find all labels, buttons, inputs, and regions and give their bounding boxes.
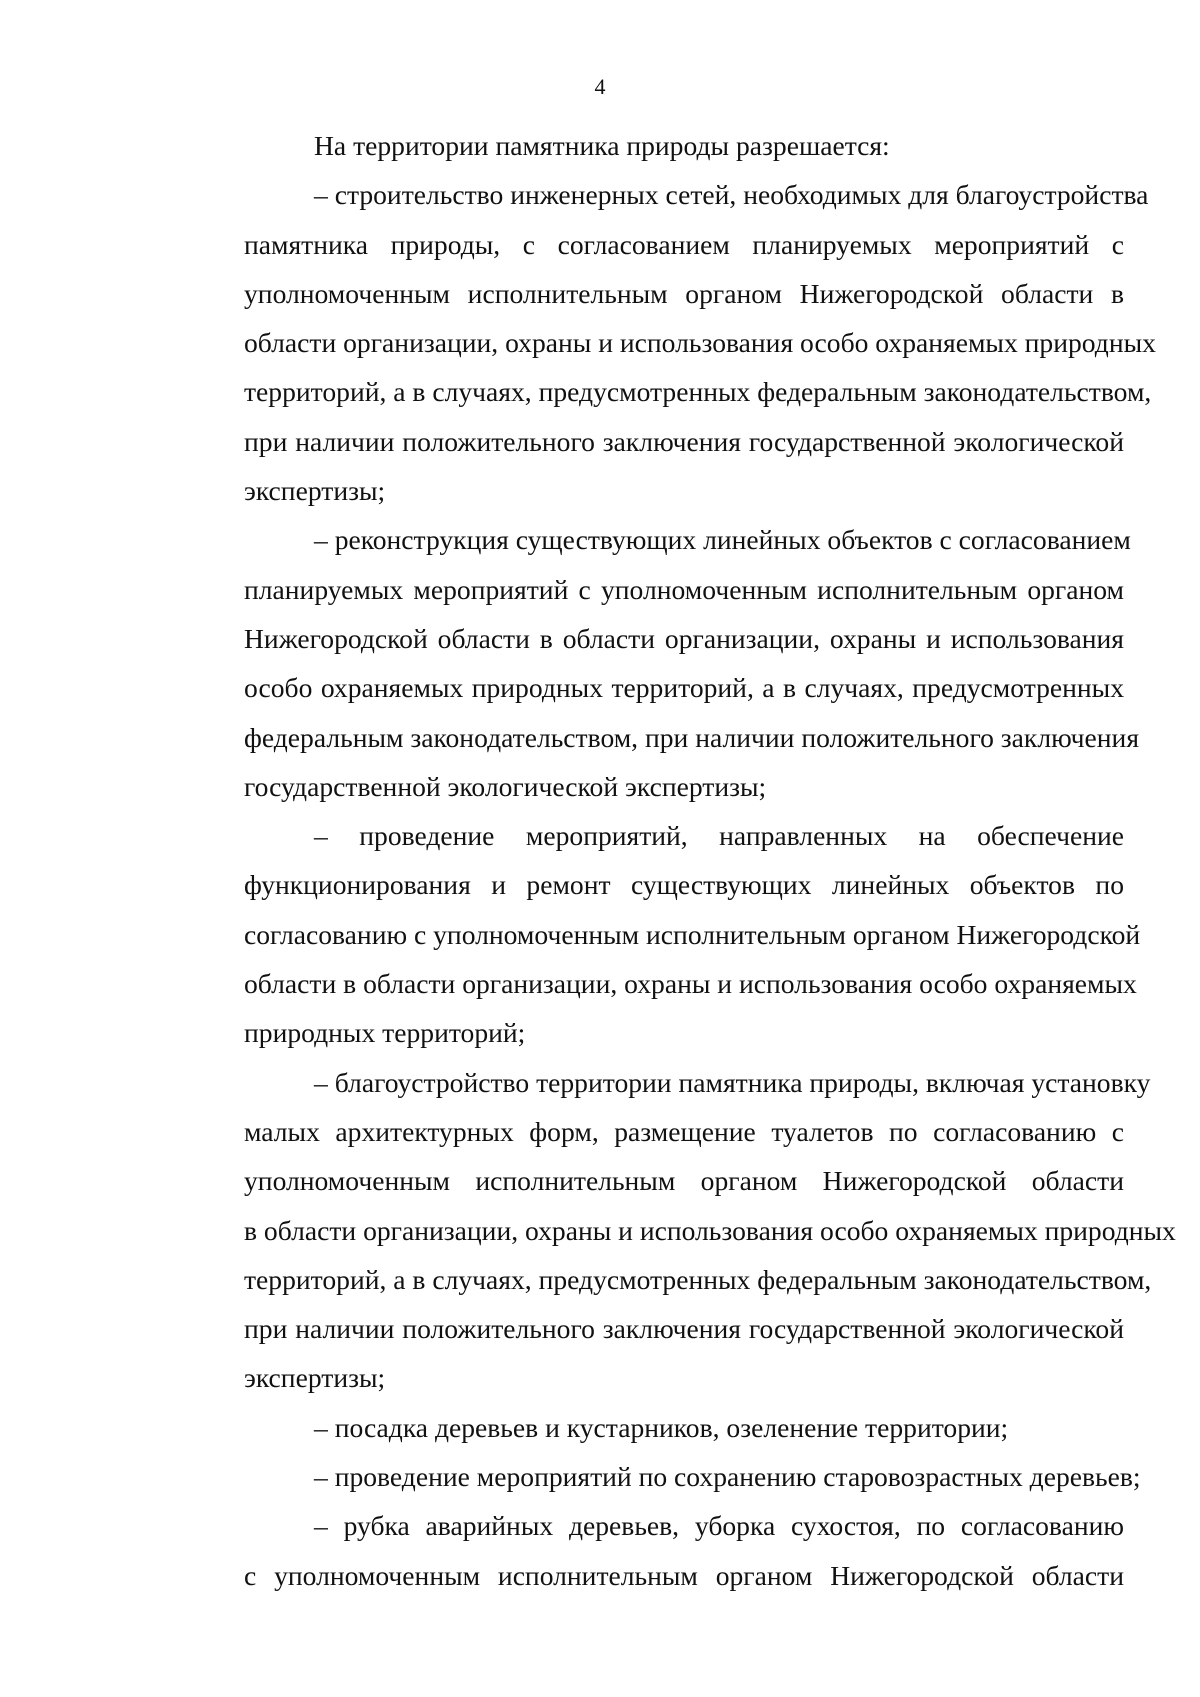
text-line: при наличии положительного заключения государственной экологической [244,1313,1124,1345]
text-line: малых архитектурных форм, размещение туалетов по согласованию с [244,1115,1124,1147]
text-line: федеральным законодательством, при наличии положительного заключения [244,721,1140,753]
text-line: особо охраняемых природных территорий, а в случаях, предусмотренных [244,672,1124,704]
text-line: экспертизы; [244,475,386,507]
page-number: 4 [594,74,606,99]
text-line: уполномоченным исполнительным органом Нижегородской области [244,1165,1124,1197]
paragraph-engineering-networks [174,170,1156,515]
text-line: природных территорий; [244,1017,526,1049]
text-line: – проведение мероприятий по сохранению старовозрастных деревьев; [314,1461,1141,1493]
text-line: – проведение мероприятий, направленных на обеспечение [314,820,1124,852]
text-line: согласованию с уполномоченным исполнительным органом Нижегородской [244,918,1141,950]
text-line: памятника природы, с согласованием планируемых мероприятий с [244,228,1124,260]
paragraph-old-trees [174,1452,1141,1501]
text-line: – благоустройство территории памятника природы, включая установку [314,1066,1151,1098]
text-line: при наличии положительного заключения государственной экологической [244,425,1124,457]
text-line: функционирования и ремонт существующих линейных объектов по [244,869,1124,901]
paragraph-felling [174,1501,1124,1600]
text-line: – посадка деревьев и кустарников, озеленение территории; [314,1411,1009,1443]
paragraph-maintenance [174,811,1141,1057]
text-line: области организации, охраны и использования особо охраняемых природных [244,327,1156,359]
text-line: территорий, а в случаях, предусмотренных федеральным законодательством, [244,376,1152,408]
text-line: экспертизы; [244,1362,386,1394]
paragraph-landscaping [174,1058,1176,1403]
text-line: уполномоченным исполнительным органом Нижегородской области в [244,277,1124,309]
text-line: Нижегородской области в области организации, охраны и использования [244,622,1124,654]
text-line: планируемых мероприятий с уполномоченным исполнительным органом [244,573,1124,605]
text-line: области в области организации, охраны и использования особо охраняемых [244,968,1137,1000]
text-line: – реконструкция существующих линейных объектов с согласованием [314,524,1131,556]
text-line: – рубка аварийных деревьев, уборка сухостоя, по согласованию [314,1510,1124,1542]
paragraph-planting [174,1403,1124,1452]
text-line: территорий, а в случаях, предусмотренных федеральным законодательством, [244,1263,1152,1295]
text-line: государственной экологической экспертизы; [244,770,767,802]
document-body [174,121,1176,1600]
paragraph-reconstruction [174,515,1140,811]
text-line: На территории памятника природы разрешается: [314,130,890,161]
paragraph-intro [174,121,1124,170]
text-line: в области организации, охраны и использования особо охраняемых природных [244,1214,1176,1246]
text-line: – строительство инженерных сетей, необходимых для благоустройства [314,179,1149,211]
text-line: с уполномоченным исполнительным органом Нижегородской области [244,1559,1124,1591]
